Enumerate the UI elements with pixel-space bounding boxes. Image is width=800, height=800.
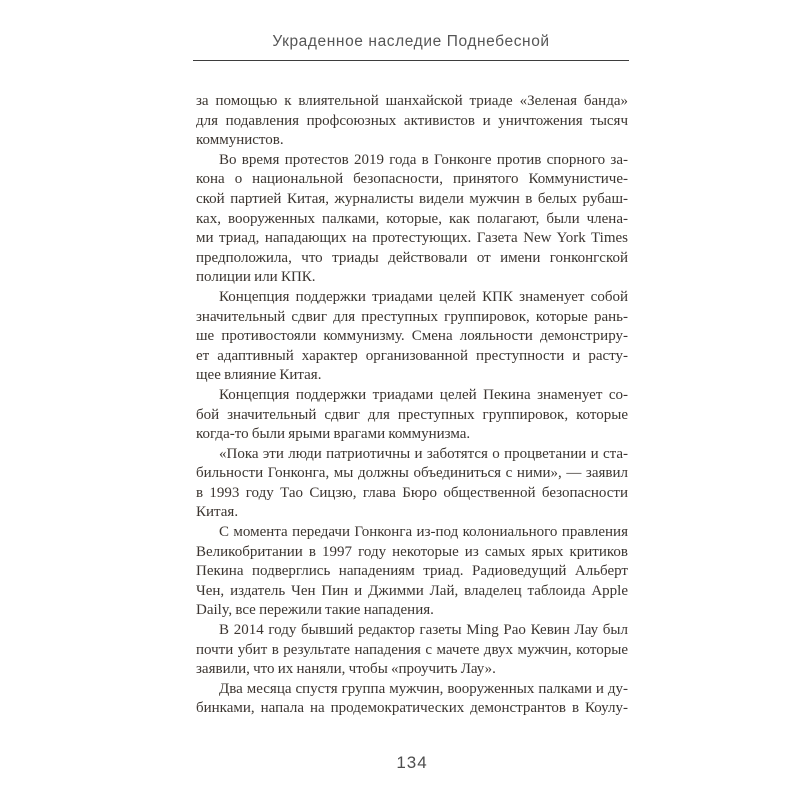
text-line: предположила, что триады действовали от имени гонконгской: [196, 249, 628, 266]
text-line: бинками, напала на продемократических демонстрантов в Коулу-: [196, 700, 628, 717]
page-number: 134: [396, 753, 428, 772]
text-line: кона о национальной безопасности, принятого Коммунистиче-: [196, 171, 628, 188]
text-line: В 2014 году бывший редактор газеты Ming Pao Кевин Лау был: [219, 622, 628, 639]
text-line: Во время протестов 2019 года в Гонконге против спорного за-: [219, 151, 628, 168]
text-line: для подавления профсоюзных активистов и уничтожения тысяч: [196, 112, 628, 129]
page-body: [196, 92, 628, 719]
text-line: Китая.: [196, 504, 239, 521]
text-line: Пекина подверглись нападениям триад. Радиоведущий Альберт: [196, 563, 628, 580]
text-line: ской партией Китая, журналисты видели мужчин в белых рубаш-: [196, 190, 628, 207]
text-line: Концепция поддержки триадами целей КПК знаменует собой: [219, 288, 628, 305]
text-line: ше противостояли коммунизму. Смена лояльности демонстриру-: [196, 328, 628, 345]
text-line: за помощью к влиятельной шанхайской триаде «Зеленая банда»: [196, 93, 628, 109]
text-line: С момента передачи Гонконга из-под колониального правления: [219, 524, 628, 541]
text-line: когда-то были ярыми врагами коммунизма.: [196, 426, 471, 443]
text-line: «Пока эти люди патриотичны и заботятся о процветании и ста-: [219, 445, 628, 462]
text-line: заявили, что их наняли, чтобы «проучить Лау».: [196, 661, 496, 678]
text-line: Daily, все пережили такие нападения.: [196, 602, 434, 619]
text-line: ет адаптивный характер организованной преступности и расту-: [196, 347, 628, 364]
running-header: [193, 31, 629, 61]
text-line: ми триад, нападающих на протестующих. Газета New York Times: [196, 230, 628, 247]
text-line: Чен, издатель Чен Пин и Джимми Лай, владелец таблоида Apple: [196, 582, 628, 599]
text-line: бильности Гонконга, мы должны объединиться с ними», — заявил: [196, 465, 628, 482]
text-line: щее влияние Китая.: [196, 367, 322, 384]
header-rule: [193, 60, 629, 61]
text-line: почти убит в результате нападения с мачете двух мужчин, которые: [196, 641, 628, 658]
text-line: в 1993 году Тао Сицзю, глава Бюро общественной безопасности: [196, 484, 628, 501]
text-line: Концепция поддержки триадами целей Пекина знаменует со-: [219, 386, 628, 403]
text-line: полиции или КПК.: [196, 269, 316, 286]
running-title: Украденное наследие Поднебесной: [272, 33, 550, 50]
text-line: коммунистов.: [196, 132, 284, 149]
text-line: бой значительный сдвиг для преступных группировок, которые: [196, 406, 628, 423]
text-line: значительный сдвиг для преступных группировок, которые рань-: [196, 308, 628, 325]
text-line: ках, вооруженных палками, которые, как полагают, были члена-: [196, 210, 628, 227]
text-line: Великобритании в 1997 году некоторые из самых ярых критиков: [196, 543, 628, 560]
text-line: Два месяца спустя группа мужчин, вооруженных палками и ду-: [219, 680, 628, 697]
